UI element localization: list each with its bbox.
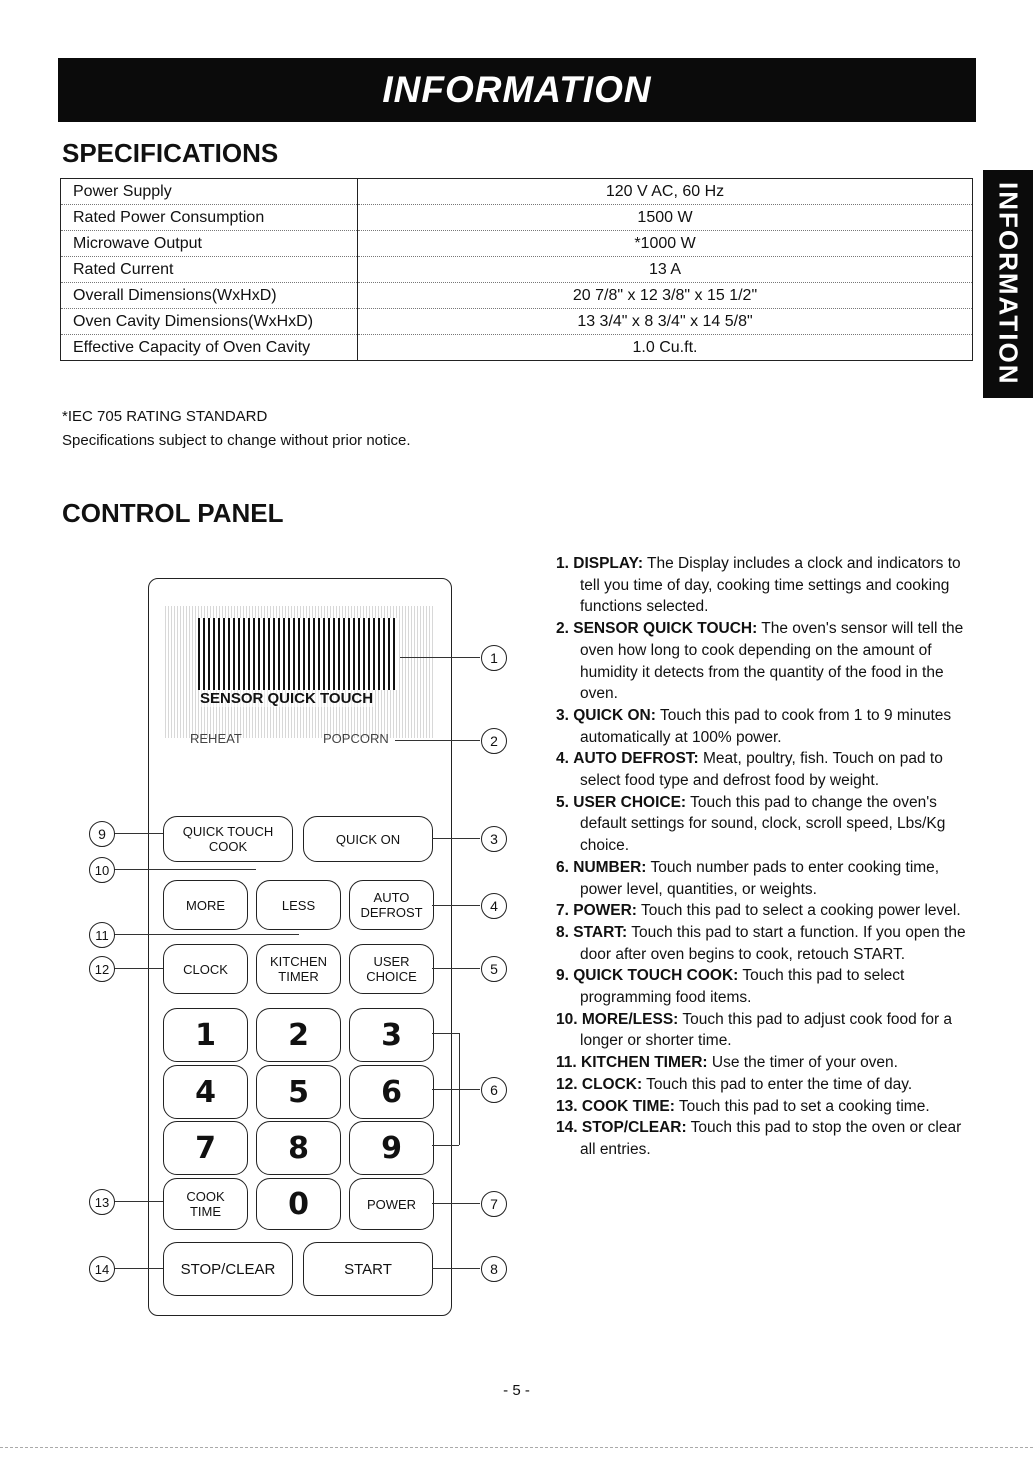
- list-item: [556, 1117, 976, 1160]
- item-number: 3.: [556, 706, 569, 724]
- number-6-button[interactable]: 6: [349, 1065, 434, 1119]
- item-number: 4.: [556, 750, 569, 768]
- spec-label: Overall Dimensions(WxHxD): [61, 283, 358, 309]
- item-term: DISPLAY:: [573, 555, 644, 572]
- number-3-button[interactable]: 3: [349, 1008, 434, 1062]
- item-number: 7.: [556, 902, 569, 920]
- item-term: START:: [573, 923, 628, 941]
- item-number: 9.: [556, 967, 569, 985]
- item-number: 11.: [556, 1054, 577, 1072]
- page-number: - 5 -: [503, 1382, 530, 1399]
- leader-3: [432, 838, 480, 839]
- item-text: Touch number pads to enter cooking time, power level, quantities, or weights.: [580, 858, 940, 898]
- rating-standard-note: *IEC 705 RATING STANDARD: [62, 408, 268, 425]
- item-term: KITCHEN TIMER:: [581, 1054, 708, 1072]
- item-term: CLOCK:: [581, 1075, 643, 1093]
- leader-6a: [432, 1033, 459, 1034]
- item-term: QUICK TOUCH COOK:: [573, 967, 739, 985]
- callout-5: 5: [481, 956, 507, 982]
- list-item: [556, 965, 976, 1008]
- side-tab: [983, 170, 1033, 398]
- footer-rule: [0, 1447, 1033, 1448]
- item-term: SENSOR QUICK TOUCH:: [573, 620, 758, 638]
- spec-value: 13 3/4" x 8 3/4" x 14 5/8": [358, 309, 973, 335]
- spec-value: 20 7/8" x 12 3/8" x 15 1/2": [358, 283, 973, 309]
- item-text: Touch this pad to select a cooking power level.: [636, 902, 961, 920]
- kitchen-timer-button[interactable]: KITCHEN TIMER: [256, 944, 341, 994]
- leader-6: [432, 1089, 480, 1090]
- number-1-button[interactable]: 1: [163, 1008, 248, 1062]
- item-number: 5.: [556, 793, 569, 811]
- spec-label: Microwave Output: [61, 231, 358, 257]
- callout-9: 9: [89, 821, 115, 847]
- change-notice: Specifications subject to change without prior notice.: [62, 432, 411, 449]
- item-number: 13.: [556, 1097, 578, 1115]
- callout-10: 10: [89, 857, 115, 883]
- list-item: [556, 748, 976, 791]
- number-0-button[interactable]: 0: [256, 1178, 341, 1230]
- item-number: 2.: [556, 620, 569, 638]
- specifications-heading: SPECIFICATIONS: [62, 138, 279, 168]
- item-term: QUICK ON:: [573, 706, 656, 724]
- side-tab-label: INFORMATION: [993, 182, 1024, 386]
- leader-13: [114, 1201, 163, 1202]
- spec-label: Power Supply: [61, 179, 358, 205]
- callout-13: 13: [89, 1189, 115, 1215]
- spec-value: *1000 W: [358, 231, 973, 257]
- item-text: Use the timer of your oven.: [707, 1054, 898, 1072]
- auto-defrost-button[interactable]: AUTO DEFROST: [349, 880, 434, 930]
- leader-6b: [432, 1145, 459, 1146]
- callout-11: 11: [89, 922, 115, 948]
- leader-14: [114, 1268, 163, 1269]
- leader-7: [432, 1203, 480, 1204]
- start-button[interactable]: START: [303, 1242, 433, 1296]
- specifications-table: [60, 178, 973, 361]
- callout-4: 4: [481, 893, 507, 919]
- clock-button[interactable]: CLOCK: [163, 944, 248, 994]
- table-row: [61, 257, 973, 283]
- control-descriptions: [556, 553, 976, 1161]
- spec-label: Effective Capacity of Oven Cavity: [73, 338, 311, 356]
- number-4-button[interactable]: 4: [163, 1065, 248, 1119]
- item-term: POWER:: [573, 902, 637, 920]
- callout-12: 12: [89, 956, 115, 982]
- spec-value: 13 A: [358, 257, 973, 283]
- item-text: Touch this pad to set a cooking time.: [674, 1097, 930, 1115]
- number-8-button[interactable]: 8: [256, 1121, 341, 1175]
- item-text: The oven's sensor will tell the oven how long to cook depending on the amount of humidity it detects from the quantity of the food in the oven.: [580, 620, 964, 703]
- popcorn-label: POPCORN: [323, 731, 389, 746]
- item-number: 14.: [556, 1119, 578, 1137]
- stop-clear-button[interactable]: STOP/CLEAR: [163, 1242, 293, 1296]
- list-item: [556, 792, 976, 857]
- leader-2: [395, 740, 480, 741]
- leader-1: [400, 657, 480, 658]
- list-item: [556, 618, 976, 705]
- table-row: [61, 283, 973, 309]
- callout-1: 1: [481, 645, 507, 671]
- leader-10: [114, 869, 256, 870]
- leader-8: [432, 1268, 480, 1269]
- spec-label: Rated Current: [61, 257, 358, 283]
- callout-14: 14: [89, 1256, 115, 1282]
- cook-time-button[interactable]: COOK TIME: [163, 1178, 248, 1230]
- list-item: [556, 857, 976, 900]
- item-text: Touch this pad to enter the time of day.: [642, 1075, 913, 1093]
- less-button[interactable]: LESS: [256, 880, 341, 930]
- item-term: MORE/LESS:: [581, 1010, 679, 1028]
- number-7-button[interactable]: 7: [163, 1121, 248, 1175]
- list-item: [556, 1074, 976, 1096]
- item-term: AUTO DEFROST:: [573, 750, 699, 768]
- table-row: [61, 179, 973, 205]
- item-text: Touch this pad to cook from 1 to 9 minutes automatically at 100% power.: [580, 706, 952, 746]
- leader-4: [432, 905, 480, 906]
- leader-12: [114, 968, 163, 969]
- banner-title: INFORMATION: [58, 58, 976, 122]
- list-item: [556, 922, 976, 965]
- reheat-label: REHEAT: [190, 731, 242, 746]
- callout-7: 7: [481, 1191, 507, 1217]
- number-5-button[interactable]: 5: [256, 1065, 341, 1119]
- callout-3: 3: [481, 826, 507, 852]
- table-row: [61, 335, 973, 361]
- item-number: 6.: [556, 858, 569, 876]
- number-9-button[interactable]: 9: [349, 1121, 434, 1175]
- list-item: [556, 1096, 976, 1118]
- list-item: [556, 553, 976, 618]
- spec-value: 1.0 Cu.ft.: [358, 335, 973, 361]
- callout-2: 2: [481, 728, 507, 754]
- item-term: STOP/CLEAR:: [581, 1119, 687, 1137]
- item-term: USER CHOICE:: [573, 793, 687, 811]
- control-panel-heading: CONTROL PANEL: [62, 498, 284, 528]
- item-number: 8.: [556, 923, 569, 941]
- number-2-button[interactable]: 2: [256, 1008, 341, 1062]
- item-text: Touch this pad to select programming food items.: [580, 967, 905, 1007]
- item-text: Touch this pad to start a function. If you open the door after oven begins to cook, retouch START.: [580, 923, 966, 963]
- item-term: COOK TIME:: [581, 1097, 675, 1115]
- spec-value: 1500 W: [358, 205, 973, 231]
- display-segments: [198, 618, 398, 690]
- table-row: [61, 231, 973, 257]
- item-term: NUMBER:: [573, 858, 647, 876]
- leader-5: [432, 968, 480, 969]
- item-text: The Display includes a clock and indicators to tell you time of day, cooking time settings and cooking functions selected.: [580, 555, 961, 616]
- list-item: [556, 1052, 976, 1074]
- list-item: [556, 1009, 976, 1052]
- spec-label: Oven Cavity Dimensions(WxHxD): [61, 309, 358, 335]
- quick-touch-cook-button[interactable]: QUICK TOUCH COOK: [163, 816, 293, 862]
- item-text: Touch this pad to stop the oven or clear all entries.: [580, 1119, 962, 1158]
- item-number: 1.: [556, 555, 569, 572]
- user-choice-button[interactable]: USER CHOICE: [349, 944, 434, 994]
- leader-9: [114, 833, 163, 834]
- callout-6: 6: [481, 1077, 507, 1103]
- item-number: 10.: [556, 1010, 578, 1028]
- list-item: [556, 900, 976, 922]
- sensor-quick-touch-label: SENSOR QUICK TOUCH: [200, 690, 374, 707]
- item-text: Touch this pad to change the oven's default settings for sound, clock, scroll speed, Lbs/Kg choice.: [580, 793, 946, 855]
- spec-value: 120 V AC, 60 Hz: [358, 179, 973, 205]
- quick-on-button[interactable]: QUICK ON: [303, 816, 433, 862]
- spec-label: Rated Power Consumption: [61, 205, 358, 231]
- table-row: [61, 205, 973, 231]
- item-text: Meat, poultry, fish. Touch on pad to select food type and defrost food by weight.: [580, 750, 943, 790]
- item-number: 12.: [556, 1075, 578, 1093]
- power-button[interactable]: POWER: [349, 1178, 434, 1230]
- more-button[interactable]: MORE: [163, 880, 248, 930]
- leader-11: [114, 934, 299, 935]
- item-text: Touch this pad to adjust cook food for a longer or shorter time.: [580, 1010, 953, 1050]
- list-item: [556, 705, 976, 748]
- table-row: [61, 309, 973, 335]
- callout-8: 8: [481, 1256, 507, 1282]
